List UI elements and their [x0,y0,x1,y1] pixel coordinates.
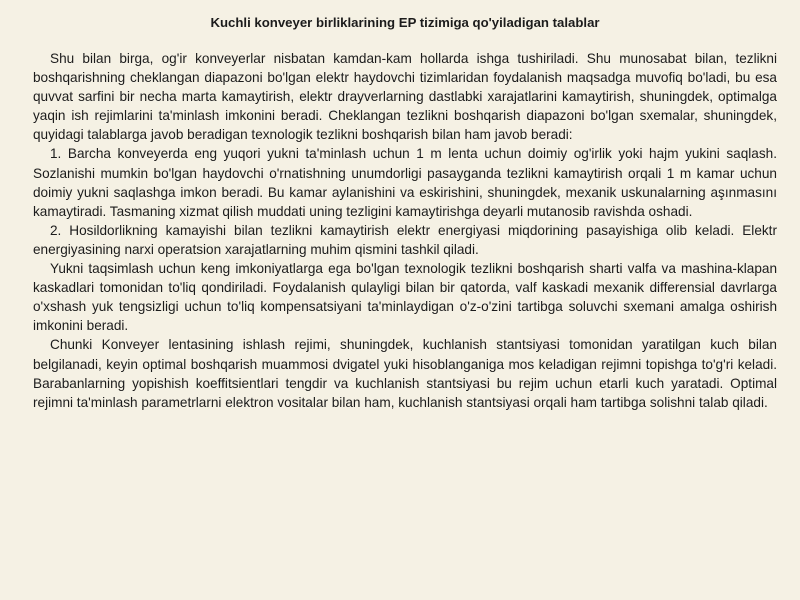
paragraph-1: Shu bilan birga, og'ir konveyerlar nisbatan kamdan-kam hollarda ishga tushiriladi. Shu munosabat bilan, tezlikni boshqarishning cheklangan diapazoni bo'lgan elektr haydovchi tizimlaridan foydalanish maqsadga muvofiq bo'ladi, bu esa quvvat sarfini bir necha marta kamaytirish, elektr drayverlarning dastlabki xarajatlarini kamaytirish, shuningdek, optimalga yaqin ish rejimlarini ta'minlash imkonini beradi. Cheklangan tezlikni boshqarish diapazoni bo'lgan sxemalar, shuningdek, quyidagi talablarga javob beradigan texnologik tezlikni boshqarish bilan ham javob beradi: [33,51,777,143]
paragraph-5: Chunki Konveyer lentasining ishlash rejimi, shuningdek, kuchlanish stantsiyasi tomonidan yaratilgan kuch bilan belgilanadi, keyin optimal boshqarish muammosi dvigatel yuki hisoblanganiga mos keladigan rejimni topishga to'g'ri keladi. Barabanlarning yopishish koeffitsientlari tengdir va kuchlanish stantsiyasi bu rejim uchun etarli kuch yaratadi. Optimal rejimni ta'minlash parametrlarni elektron vositalar bilan ham, kuchlanish stantsiyasi orqali ham tartibga solishni talab qiladi. [33,337,777,410]
paragraph-2: 1. Barcha konveyerda eng yuqori yukni ta'minlash uchun 1 m lenta uchun doimiy og'irlik yoki hajm yukini saqlash. Sozlanishi mumkin bo'lgan haydovchi o'rnatishning unumdorligi pasayganda tezlikni kamaytirish orqali 1 m kamar uchun doimiy yukni saqlashga imkon beradi. Bu kamar aylanishini va eskirishini, shuningdek, mexanik uskunalarning aşınmasını kamaytiradi. Tasmaning xizmat qilish muddati uning tezligini kamaytirishga deyarli mutanosib ravishda oshadi. [33,146,777,219]
document-title: Kuchli konveyer birliklarining EP tizimiga qo'yiladigan talablar [210,15,600,30]
paragraph-4: Yukni taqsimlash uchun keng imkoniyatlarga ega bo'lgan texnologik tezlikni boshqarish sharti valfa va mashina-klapan kaskadlari tomonidan to'liq qondiriladi. Foydalanish qulayligi bilan bir qatorda, valf kaskadi mexanik differensial davrlarga o'xshash yuk tengsizligi uchun to'liq kompensatsiyani ta'minlaydigan o'z-o'zini tartibga soluvchi sxemani amalga oshirish imkonini beradi. [33,261,777,334]
paragraph-3: 2. Hosildorlikning kamayishi bilan tezlikni kamaytirish elektr energiyasi miqdorining pasayishiga olib keladi. Elektr energiyasining narxi operatsion xarajatlarning muhim qismini tashkil qiladi. [33,222,777,257]
